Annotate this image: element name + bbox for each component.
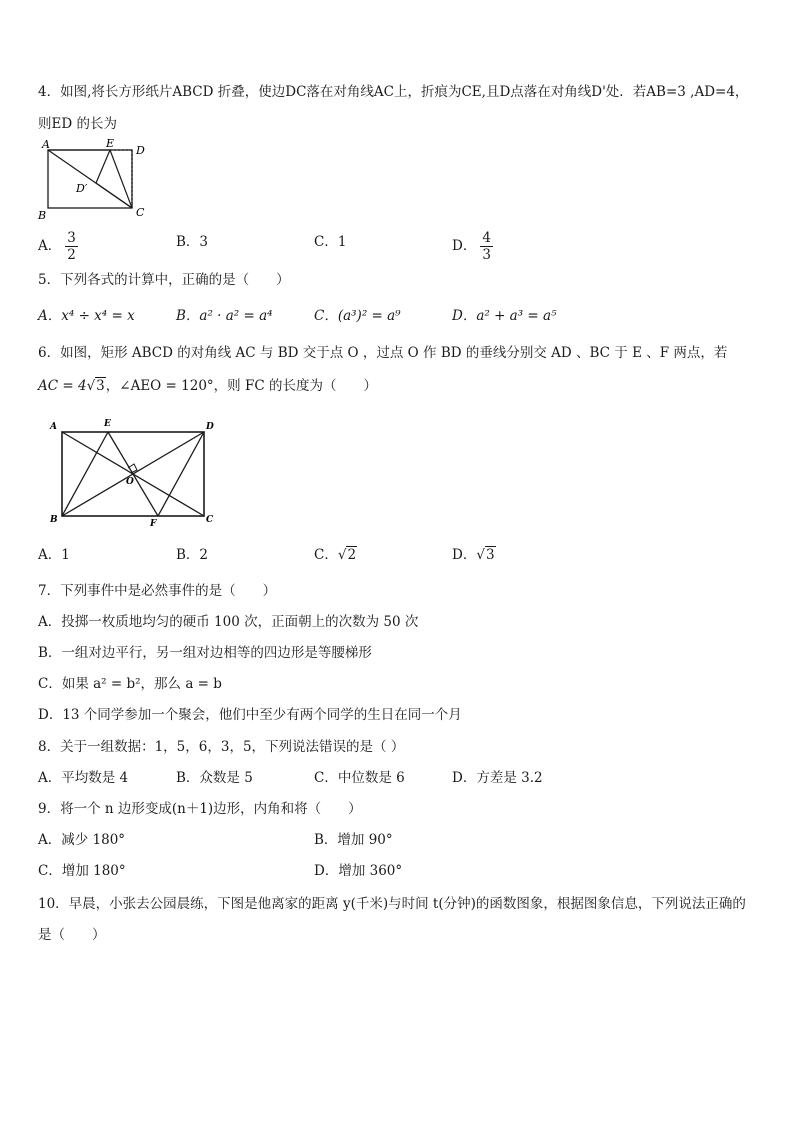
q4-label-c: C (136, 206, 145, 219)
q6-label-f: F (150, 519, 157, 528)
q8-option-a: A．平均数是 4 (38, 770, 129, 786)
q6-label-a: A (50, 422, 57, 432)
q6-line-ef (108, 432, 158, 516)
q4-label-dprime: D′ (76, 182, 88, 195)
q6-option-b: B．2 (176, 547, 209, 563)
q5-option-c: C．(a³)² = a⁹ (314, 308, 401, 324)
q6-option-d: D．√3 (452, 547, 495, 563)
q4-option-d: D． $\frac{4}{3}$ (452, 230, 491, 263)
q6-label-d: D (206, 422, 214, 432)
q4-label-a: A (42, 138, 50, 151)
q5-option-a: A．x⁴ ÷ x⁴ = x (38, 308, 135, 324)
q9-option-c: C．增加 180° (38, 863, 126, 879)
q4-stem-line1: 4．如图,将长方形纸片ABCD 折叠，使边DC落在对角线AC上，折痕为CE,且D点落在对角线D'处．若AB=3 ,AD=4， (38, 84, 749, 100)
q7-option-c: C．如果 a² = b²，那么 a = b (38, 676, 222, 692)
q4-option-a: A． $\frac{3}{2}$ (38, 230, 76, 263)
q4-label-e: E (106, 137, 115, 150)
q9-stem: 9．将一个 n 边形变成(n＋1)边形，内角和将（ ） (38, 801, 362, 817)
q9-option-a: A．减少 180° (38, 832, 126, 848)
q4-option-c: C．1 (314, 234, 347, 250)
q4-option-b: B．3 (176, 234, 209, 250)
q4-label-b: B (38, 209, 47, 222)
q7-option-a: A．投掷一枚质地均匀的硬币 100 次，正面朝上的次数为 50 次 (38, 614, 419, 630)
q8-option-d: D．方差是 3.2 (452, 770, 543, 786)
q6-stem-line1: 6．如图，矩形 ABCD 的对角线 AC 与 BD 交于点 O ，过点 O 作 BD 的垂线分别交 AD 、BC 于 E 、F 两点，若 (38, 345, 728, 361)
q10-stem-line2: 是（ ） (38, 927, 106, 943)
q6-stem-line2: AC = 4√3，∠AEO = 120°，则 FC 的长度为（ ） (38, 378, 377, 394)
q9-option-d: D．增加 360° (314, 863, 403, 879)
q6-label-e: E (104, 419, 111, 429)
q6-figure (44, 416, 224, 528)
q4-figure (34, 136, 154, 224)
q7-stem: 7．下列事件中是必然事件的是（ ） (38, 583, 277, 599)
q5-option-b: B．a² · a² = a⁴ (176, 308, 273, 324)
q4-label-d: D (136, 144, 145, 157)
q7-option-b: B．一组对边平行，另一组对边相等的四边形是等腰梯形 (38, 645, 372, 661)
q8-option-b: B．众数是 5 (176, 770, 253, 786)
q8-option-c: C．中位数是 6 (314, 770, 405, 786)
q6-label-b: B (50, 515, 58, 525)
q5-option-d: D．a² + a³ = a⁵ (452, 308, 557, 324)
q6-option-a: A．1 (38, 547, 70, 563)
q9-option-b: B．增加 90° (314, 832, 393, 848)
q4-stem-line2: 则ED 的长为 (38, 116, 117, 132)
q4-crease-ec (110, 150, 132, 208)
q8-stem: 8．关于一组数据：1，5，6，3，5，下列说法错误的是（ ） (38, 739, 405, 755)
q10-stem-line1: 10．早晨，小张去公园晨练，下图是他离家的距离 y(千米)与时间 t(分钟)的函数图象，根据图象信息，下列说法正确的 (38, 896, 746, 912)
q7-option-d: D．13 个同学参加一个聚会，他们中至少有两个同学的生日在同一个月 (38, 707, 462, 723)
q5-stem: 5．下列各式的计算中，正确的是（ ） (38, 272, 290, 288)
q6-label-o: O (126, 477, 134, 487)
q6-label-c: C (206, 515, 214, 525)
q6-option-c: C．√2 (314, 547, 357, 563)
